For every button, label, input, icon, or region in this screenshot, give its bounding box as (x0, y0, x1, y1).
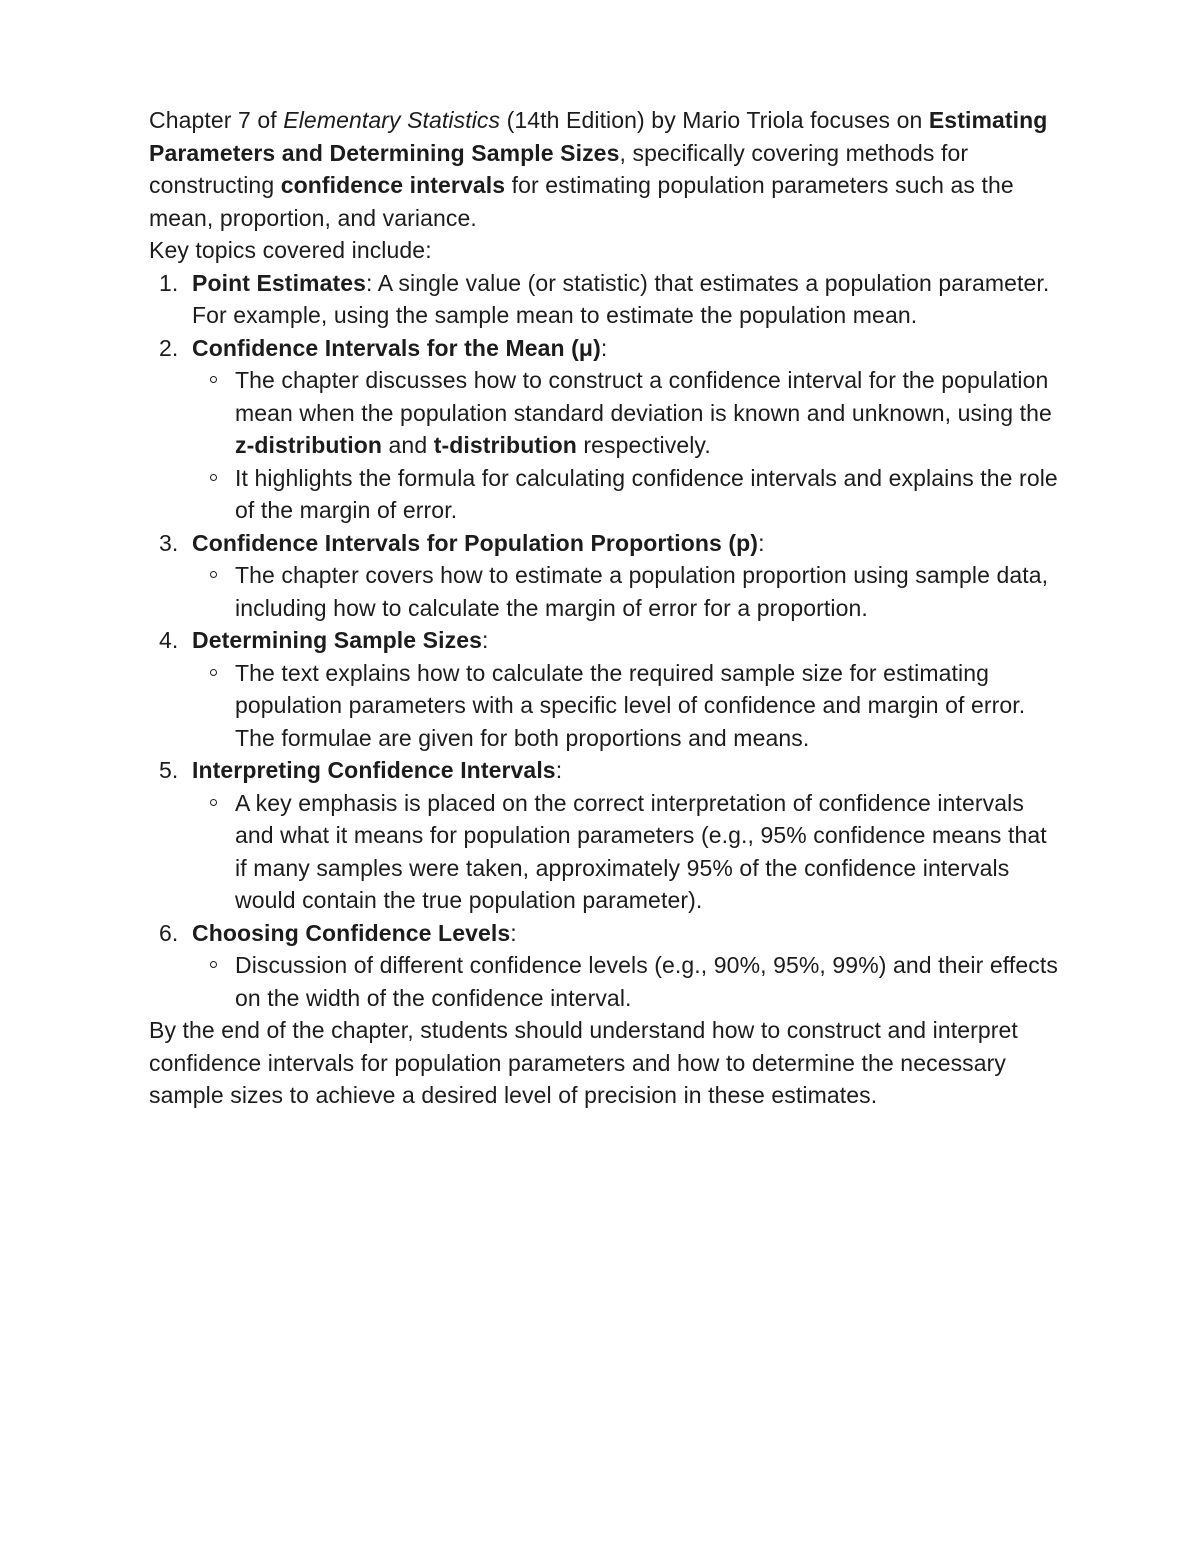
sub-bullet-list (192, 559, 1059, 624)
topic-sample-sizes (149, 624, 1059, 754)
document-page (149, 104, 1059, 1112)
sub-bullet-list (192, 364, 1059, 527)
bullet-text: The chapter covers how to estimate a population proportion using sample data, including how to calculate the margin of error for a proportion. (235, 562, 1049, 621)
bullet-text: It highlights the formula for calculating confidence intervals and explains the role of the margin of error. (235, 464, 1058, 523)
topic-colon: : (482, 627, 489, 653)
bullet-text: The chapter discusses how to construct a confidence interval for the population mean when the population standard deviation is known and unknown, using the (235, 367, 1052, 426)
sub-bullet (192, 364, 1059, 462)
list-number: 5. (159, 757, 179, 783)
topic-ci-mean (149, 332, 1059, 527)
sub-bullet (192, 657, 1059, 755)
list-number: 3. (159, 529, 179, 556)
book-title: Elementary Statistics (283, 107, 501, 133)
topic-title: Confidence Intervals for Population Proportions (p) (192, 529, 759, 556)
topic-colon: : (600, 334, 608, 361)
topic-interpreting-ci (149, 754, 1059, 917)
intro-text: (14th Edition) by Mario Triola focuses on (500, 107, 929, 133)
bullet-text: The text explains how to calculate the required sample size for estimating population parameters with a specific level of confidence and margin of error. The formulae are given for both proportions and means. (235, 659, 1026, 751)
bullet-text: A key emphasis is placed on the correct interpretation of confidence intervals and what it means for population parameters (e.g., 95% confidence means that if many samples were taken, approximately 95% of the confidence intervals would contain the true population parameter). (235, 789, 1047, 913)
topic-colon: : (555, 757, 563, 783)
sub-bullet (192, 462, 1059, 527)
topic-ci-proportions (149, 527, 1059, 625)
sub-bullet (192, 949, 1059, 1014)
sub-bullet (192, 559, 1059, 624)
topic-description: A single value (or statistic) that estimates a population parameter. For example, using the sample mean to estimate the population mean. (192, 269, 1050, 328)
hollow-circle-bullet-icon (210, 961, 217, 968)
z-distribution-term: z-distribution (235, 432, 383, 458)
sub-bullet-list (192, 657, 1059, 755)
hollow-circle-bullet-icon (210, 376, 217, 383)
chapter-title: Estimating Parameters and Determining Sample Sizes (149, 107, 1048, 166)
bullet-text: Discussion of different confidence levels (e.g., 90%, 95%, 99%) and their effects on the width of the confidence interval. (235, 952, 1058, 1011)
list-number: 2. (159, 334, 179, 361)
confidence-intervals-term: confidence intervals (280, 172, 506, 198)
intro-text: , specifically covering methods for constructing (149, 139, 969, 198)
topic-colon: : (366, 269, 373, 296)
bullet-text: and (382, 432, 434, 458)
list-number: 4. (159, 627, 179, 653)
topic-title: Determining Sample Sizes (192, 627, 482, 653)
list-number: 1. (159, 269, 179, 296)
list-number: 6. (159, 919, 179, 946)
topic-colon: : (510, 919, 517, 946)
sub-bullet (192, 787, 1059, 917)
intro-text: for estimating population parameters such as the mean, proportion, and variance. (149, 172, 1014, 231)
topic-title: Choosing Confidence Levels (192, 919, 511, 946)
hollow-circle-bullet-icon (210, 571, 217, 578)
intro-paragraph (149, 104, 1059, 234)
topic-point-estimates (149, 267, 1059, 332)
bullet-text: respectively. (576, 432, 711, 458)
hollow-circle-bullet-icon (210, 799, 217, 806)
topic-title: Point Estimates (192, 269, 367, 296)
sub-bullet-list (192, 787, 1059, 917)
topic-confidence-levels (149, 917, 1059, 1015)
hollow-circle-bullet-icon (210, 474, 217, 481)
sub-bullet-list (192, 949, 1059, 1014)
topics-list (149, 267, 1059, 1015)
hollow-circle-bullet-icon (210, 669, 217, 676)
topic-colon: : (758, 529, 765, 556)
topic-title: Confidence Intervals for the Mean (μ) (192, 334, 601, 361)
conclusion-paragraph: By the end of the chapter, students should understand how to construct and interpret confidence intervals for population parameters and how to determine the necessary sample sizes to achieve a desired level of precision in these estimates. (149, 1017, 1018, 1108)
t-distribution-term: t-distribution (433, 432, 577, 458)
topic-title: Interpreting Confidence Intervals (192, 757, 556, 783)
intro-text: Chapter 7 of (149, 107, 284, 133)
key-topics-label: Key topics covered include: (149, 237, 432, 263)
